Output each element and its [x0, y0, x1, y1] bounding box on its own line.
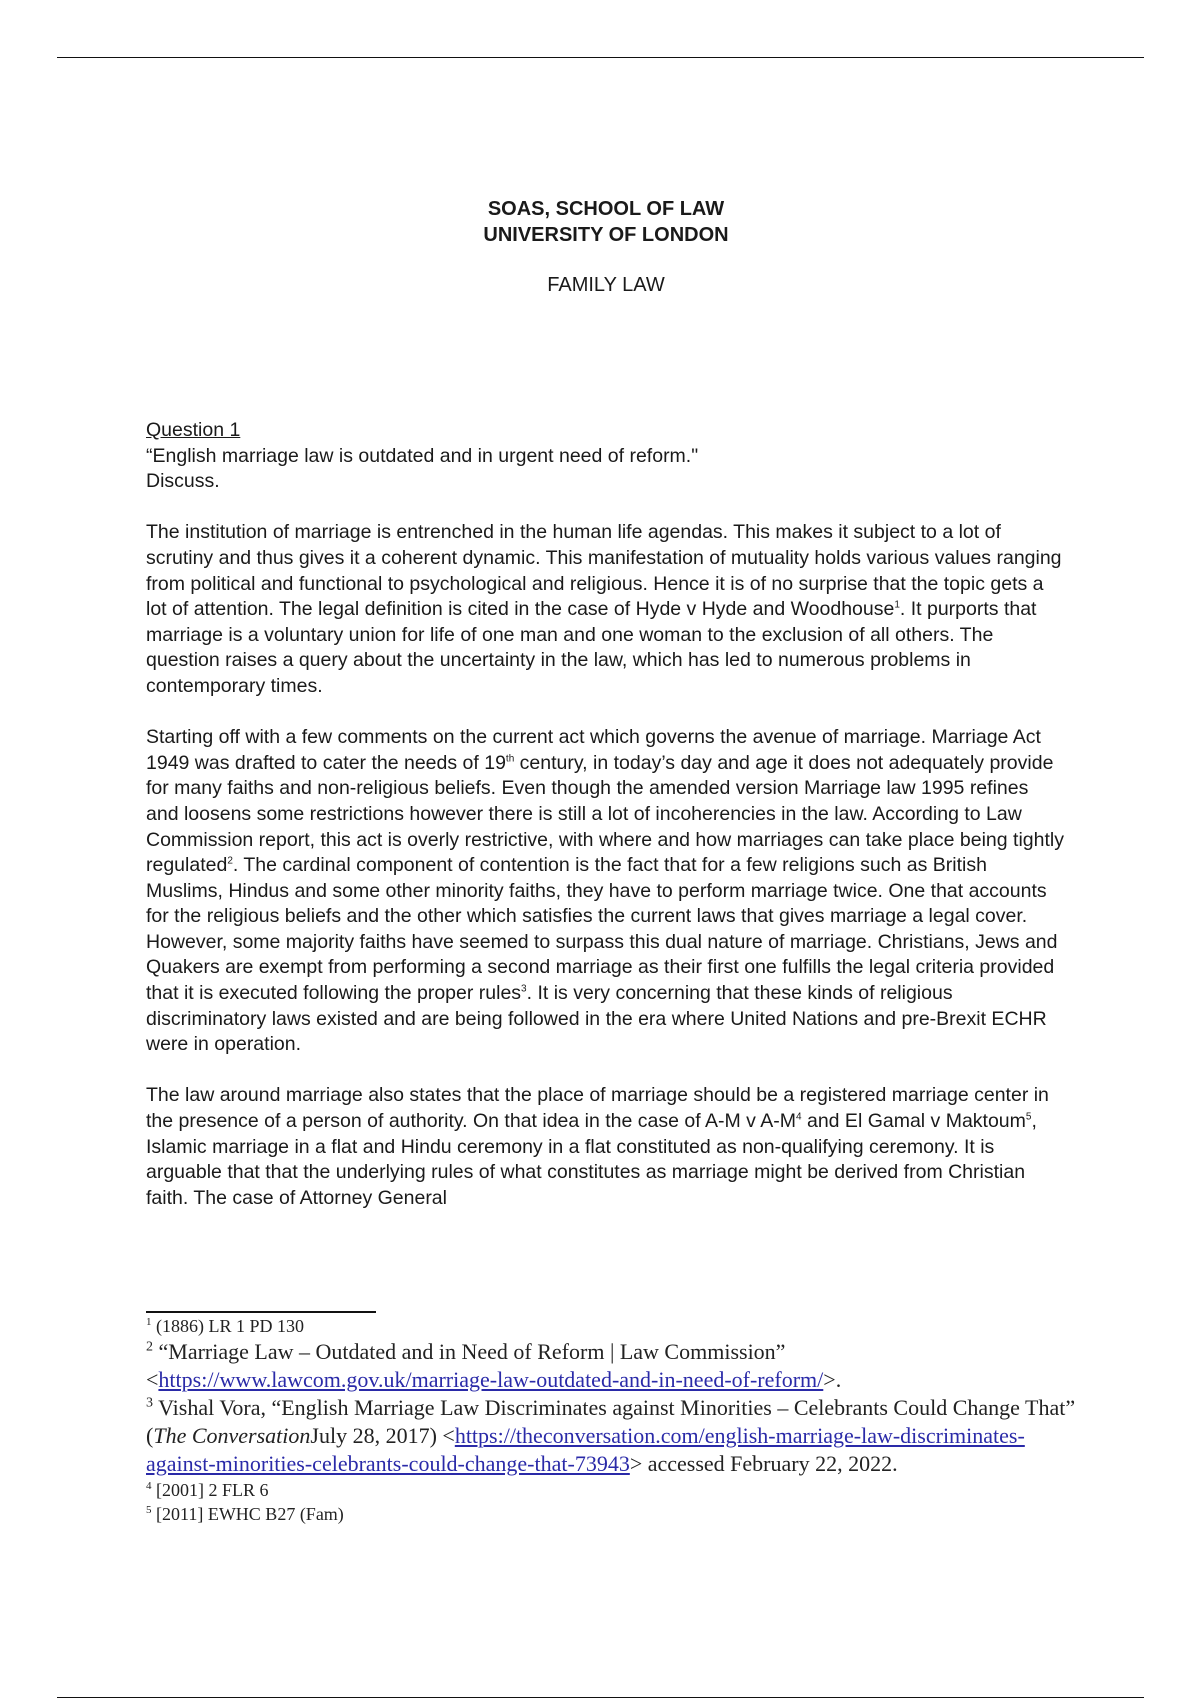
question-instruction: Discuss.: [146, 470, 220, 493]
footnote-ref-3[interactable]: 3: [521, 983, 527, 995]
document-body: [146, 196, 1066, 1211]
footnote-ref-5[interactable]: 5: [1025, 1111, 1032, 1123]
header-rule: [57, 57, 1144, 58]
paragraph-1: The institution of marriage is entrenched in the human life agendas. This makes it subject to a lot of scrutiny and thus gives it a coherent dynamic. This manifestation of mutuality holds various values ranging from political and functional to psychological and religious. Hence it is of no surprise that the topic gets a lot of attention. The legal definition is cited in the case of Hyde v Hyde and Woodhouse$^1$. It purports that marriage is a voluntary union for life of one man and one woman to the exclusion of all others. The question raises a query about the uncertainty in the law, which has led to numerous problems in contemporary times.: [146, 521, 1062, 697]
superscript-th: th: [505, 753, 515, 765]
paragraph-3: The law around marriage also states that the place of marriage should be a registered marriage center in the presence of a person of authority. On that idea in the case of A-M v $A-M^4$ and El Gamal v Maktoum$^5$, Islamic marriage in a flat and Hindu ceremony in a flat constituted as non-qualifying ceremony. It is arguable that that the underlying rules of what constitutes as marriage might be derived from Christian faith. The case of Attorney General: [146, 1084, 1049, 1209]
paragraph-2: Starting off with a few comments on the current act which governs the avenue of marriage. Marriage Act 1949 was drafted to cater the needs of 19th century, in today’s day and age it does not adequately provide for many faiths and non-religious beliefs. Even though the amended version Marriage law 1995 refines and loosens some restrictions however there is still a lot of incoherencies in the law. According to Law Commission report, this act is overly restrictive, with where and how marriages can take place being tightly regulated$^2$. The cardinal component of contention is the fact that for a few religions such as British Muslims, Hindus and some other minority faiths, they have to perform marriage twice. One that accounts for the religious beliefs and the other which satisfies the current laws that gives marriage a legal cover. However, some majority faiths have seemed to surpass this dual nature of marriage. Christians, Jews and Quakers are exempt from performing a second marriage as their first one fulfills the legal criteria provided that it is executed following the proper rules$^3$. It is very concerning that these kinds of religious discriminatory laws existed and are being followed in the era where United Nations and pre-Brexit ECHR were in operation.: [146, 726, 1064, 1056]
footnote-separator: [146, 1311, 376, 1313]
question-block: [146, 418, 1066, 495]
footnotes: [146, 1314, 1086, 1526]
question-title: Question 1: [146, 419, 241, 441]
footnote-3: $^3$ Vishal Vora, “English Marriage Law Discriminates against Minorities – Celebrants Could Change That” (The ConversationJuly 28, 2017) <https://theconversation.com/english-marriage-law-discriminates-against-minorities-celebrants-could-change-that-73943> accessed February 22, 2022.: [146, 1395, 1076, 1476]
footnote-ref-1[interactable]: 1: [894, 599, 900, 611]
footnote-2-link[interactable]: https://www.lawcom.gov.uk/marriage-law-outdated-and-in-need-of-reform/: [158, 1367, 824, 1392]
institution-heading: [146, 196, 1066, 248]
footnote-ref-2[interactable]: 2: [227, 855, 233, 867]
footnote-4: $^4$ [2001] 2 FLR 6: [146, 1480, 269, 1500]
footnote-ref-4[interactable]: 4: [796, 1111, 802, 1123]
question-quote: “English marriage law is outdated and in urgent need of reform.": [146, 444, 699, 467]
institution-line-2: UNIVERSITY OF LONDON: [483, 224, 729, 246]
footnote-3-link[interactable]: https://theconversation.com/english-marriage-law-discriminates-against-minorities-celebrants-could-change-that-73943: [146, 1423, 1025, 1476]
footnote-5: $^5$ [2011] EWHC B27 (Fam): [146, 1504, 344, 1524]
footnote-2: $^2$ “Marriage Law – Outdated and in Need of Reform | Law Commission” <https://www.lawcom.gov.uk/marriage-law-outdated-and-in-need-of-reform/>.: [146, 1339, 842, 1392]
footer-rule: [57, 1697, 1144, 1698]
course-title: FAMILY LAW: [547, 274, 665, 296]
institution-line-1: SOAS, SCHOOL OF LAW: [487, 198, 725, 220]
footnote-1: $^1$ (1886) LR 1 PD 130: [146, 1316, 304, 1336]
